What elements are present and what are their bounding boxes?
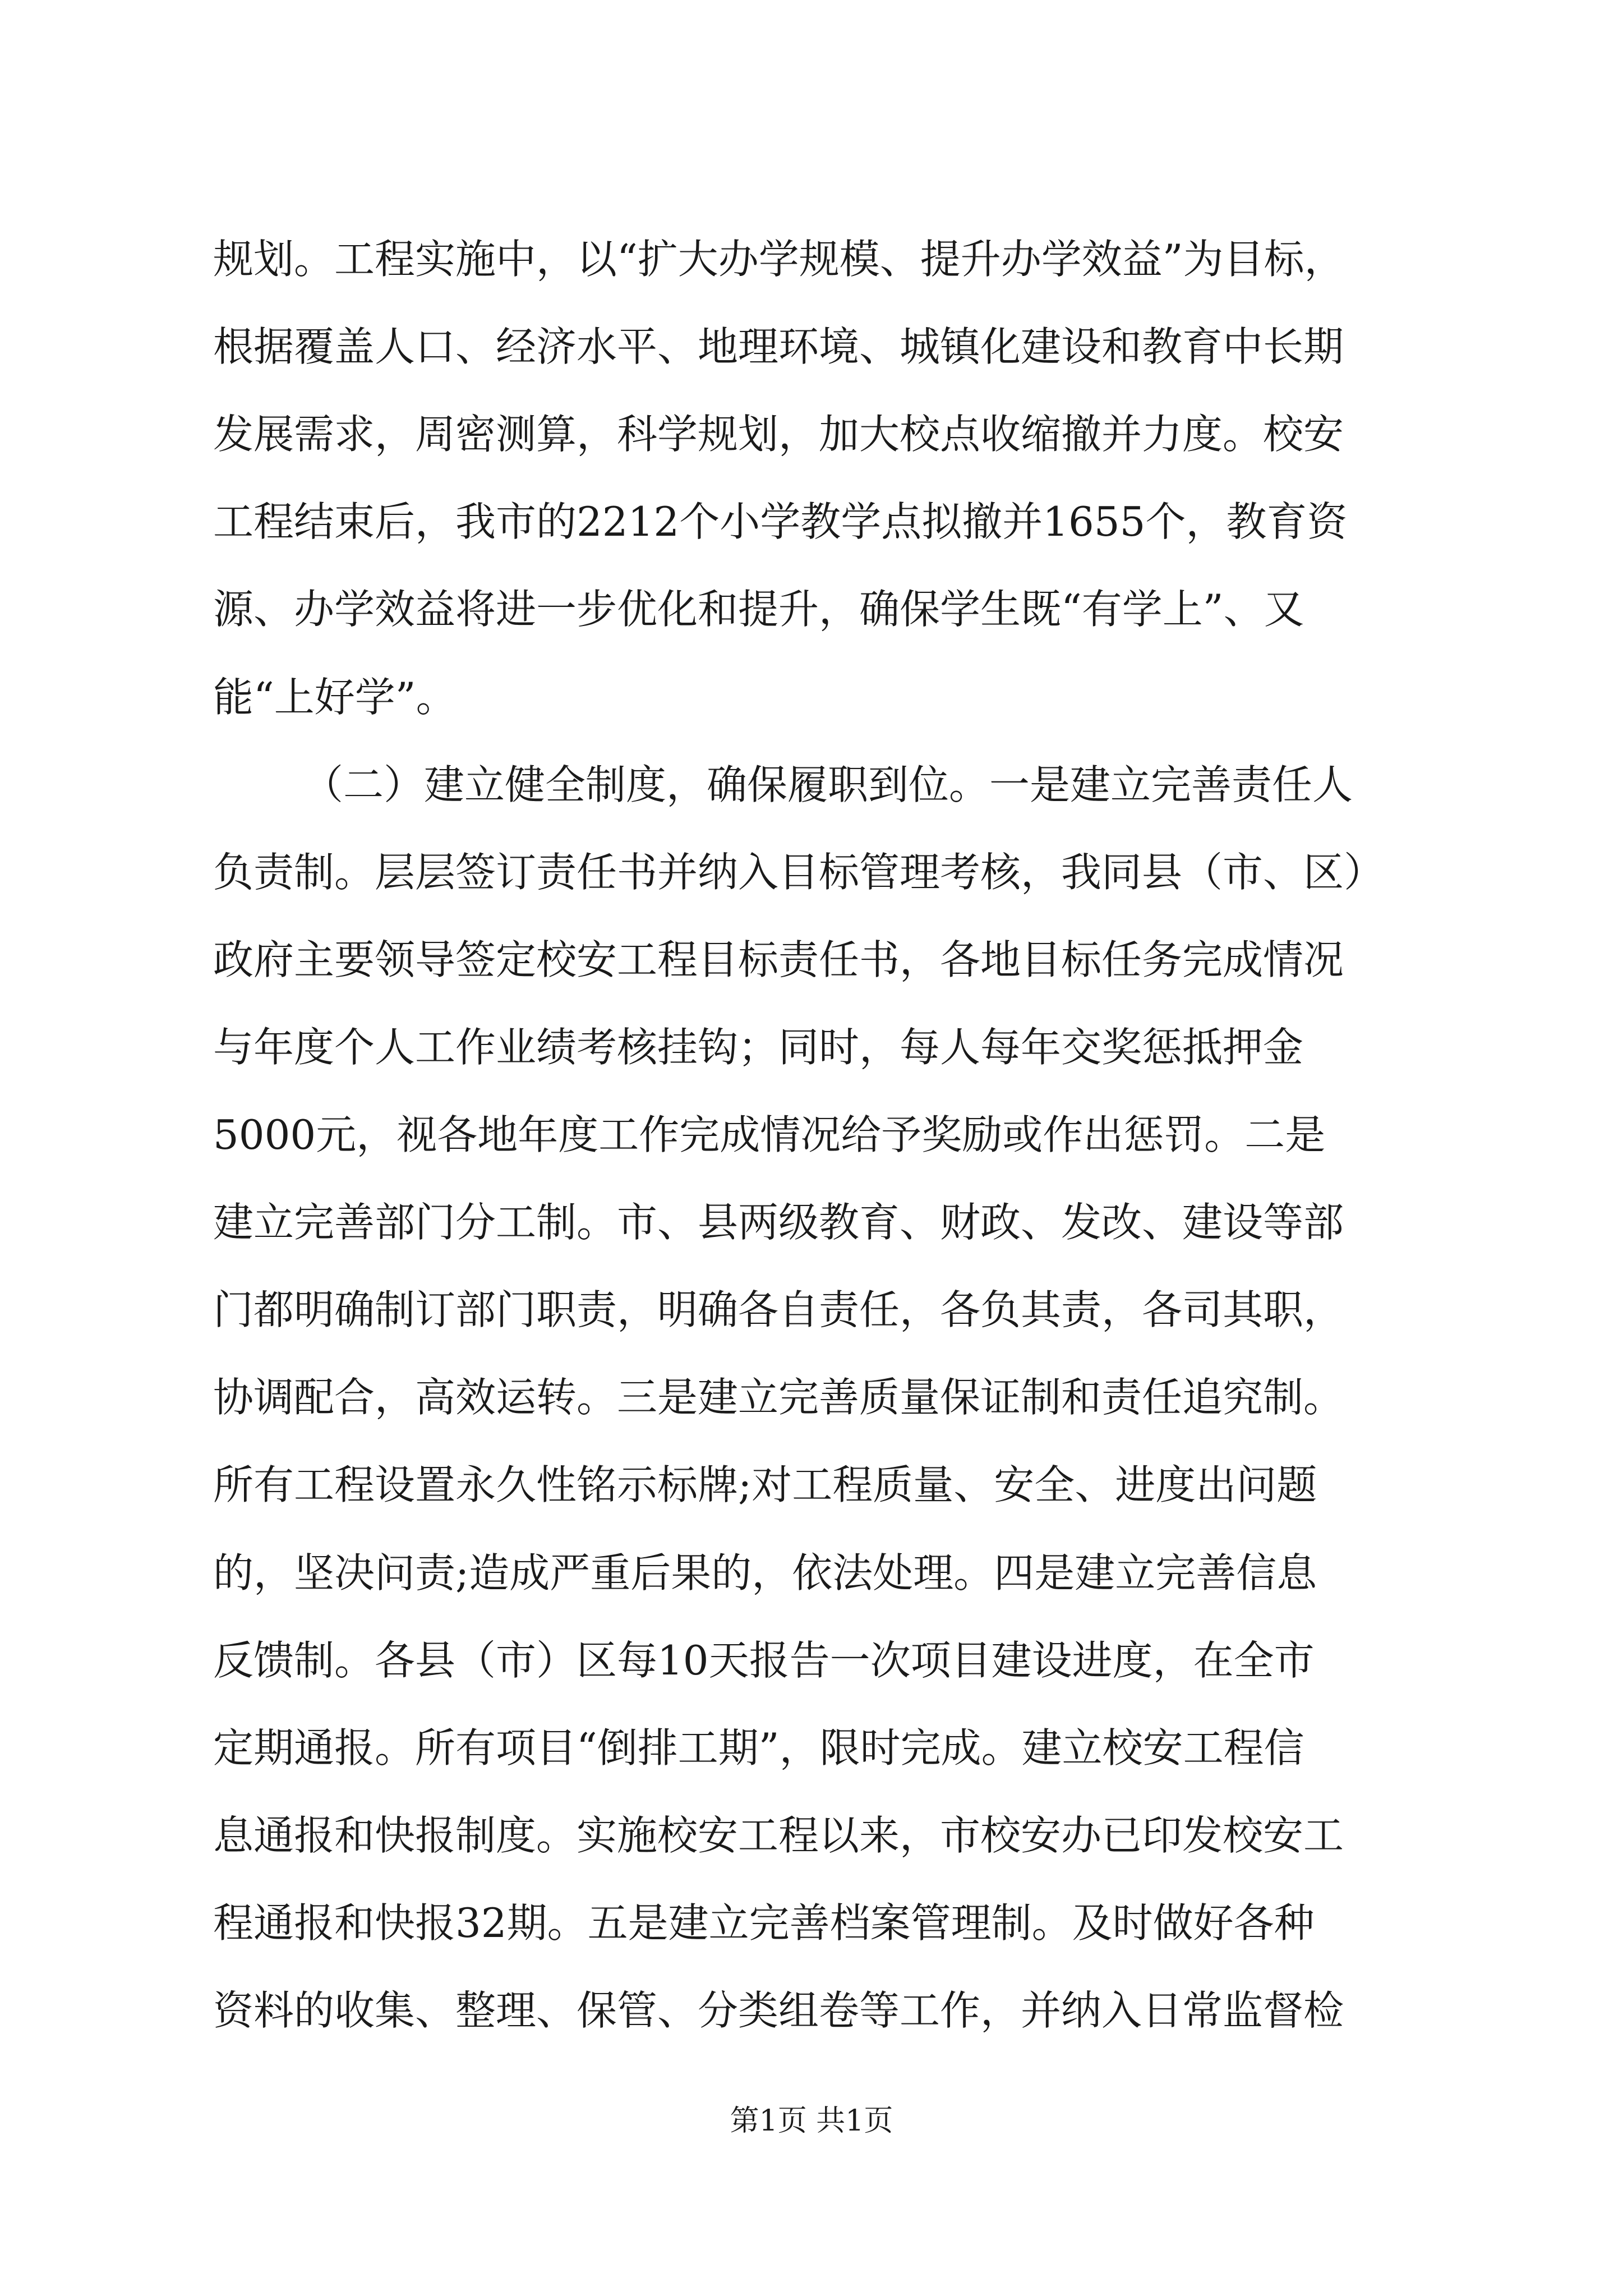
page-footer: 第1页 共1页 [730, 2104, 893, 2138]
text-line: 所有工程设置永久性铭示标牌;对工程质量、安全、进度出问题 [213, 1461, 1317, 1508]
text-line: 与年度个人工作业绩考核挂钩；同时，每人每年交奖惩抵押金 [213, 1024, 1304, 1071]
text-line: 5000元，视各地年度工作完成情况给予奖励或作出惩罚。二是 [213, 1111, 1326, 1158]
paragraph-start-line: （二）建立健全制度，确保履职到位。一是建立完善责任人 [303, 761, 1353, 808]
text-line: 息通报和快报制度。实施校安工程以来，市校安办已印发校安工 [213, 1812, 1344, 1859]
text-line: 协调配合，高效运转。三是建立完善质量保证制和责任追究制。 [213, 1374, 1344, 1421]
text-line: 发展需求，周密测算，科学规划，加大校点收缩撤并力度。校安 [213, 411, 1344, 458]
text-line: 建立完善部门分工制。市、县两级教育、财政、发改、建设等部 [213, 1199, 1344, 1246]
text-line: 反馈制。各县（市）区每10天报告一次项目建设进度，在全市 [213, 1637, 1315, 1684]
text-line: 规划。工程实施中，以“扩大办学规模、提升办学效益”为目标， [213, 236, 1345, 283]
text-line: 门都明确制订部门职责，明确各自责任，各负其责，各司其职， [213, 1286, 1344, 1333]
text-line: 定期通报。所有项目“倒排工期”，限时完成。建立校安工程信 [213, 1724, 1304, 1772]
text-line: 根据覆盖人口、经济水平、地理环境、城镇化建设和教育中长期 [213, 323, 1344, 370]
text-line: 源、办学效益将进一步优化和提升，确保学生既“有学上”、又 [213, 586, 1304, 633]
text-line: 程通报和快报32期。五是建立完善档案管理制。及时做好各种 [213, 1899, 1315, 1947]
text-line: 资料的收集、整理、保管、分类组卷等工作，并纳入日常监督检 [213, 1987, 1344, 2034]
text-line: 的，坚决问责;造成严重后果的，依法处理。四是建立完善信息 [213, 1549, 1317, 1596]
text-line: 工程结束后，我市的2212个小学教学点拟撤并1655个，教育资 [213, 498, 1348, 545]
text-line: 能“上好学”。 [213, 674, 457, 721]
text-line: 政府主要领导签定校安工程目标责任书，各地目标任务完成情况 [213, 936, 1344, 983]
text-line: 负责制。层层签订责任书并纳入目标管理考核，我同县（市、区） [213, 849, 1385, 896]
